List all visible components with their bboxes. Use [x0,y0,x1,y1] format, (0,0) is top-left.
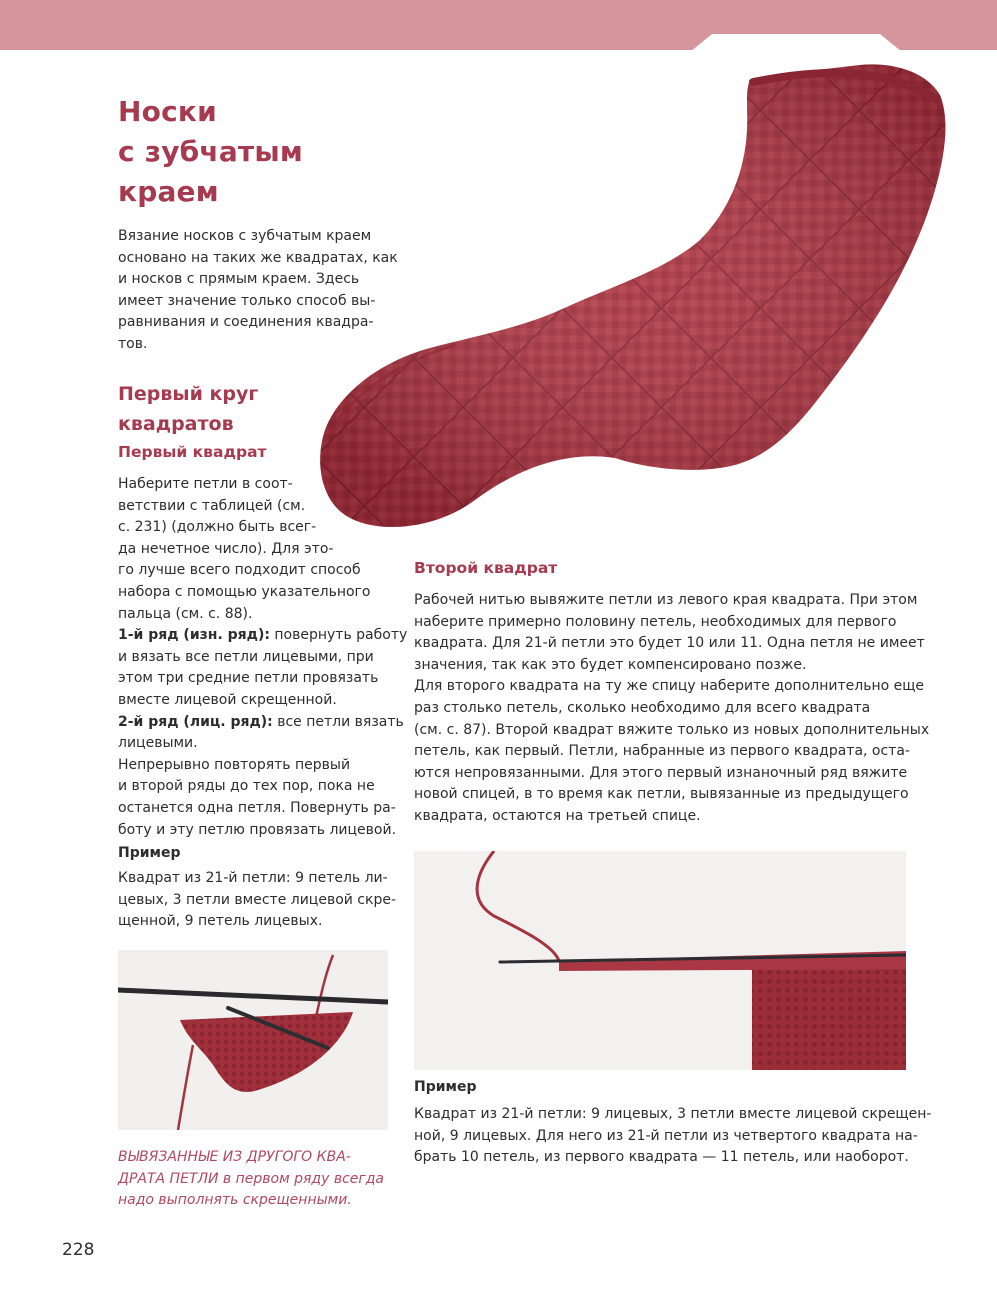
text-line: квадрата. Для 21-й петли это будет 10 или 11. Одна петля не имеет [414,635,925,652]
text-line: имеет значение только способ вы- [118,292,376,309]
example-label: Пример [118,845,181,861]
text-line: вместе лицевой скрещенной. [118,691,337,708]
text-line: этом три средние петли провязать [118,670,379,687]
text-line: цевых, 3 петли вместе лицевой скре- [118,891,397,908]
row1-line [118,625,407,647]
text-line: Вязание носков с зубчатым краем [118,228,372,244]
text-line: тов. [118,335,148,352]
text-line: квадрата, остаются на третьей спице. [414,807,701,824]
text-line: новой спицей, в то время как петли, вывязанные из предыдущего [414,786,909,803]
sock-photo [315,60,965,540]
text-line: щенной, 9 петель лицевых. [118,913,323,930]
caption-line: надо выполнять скрещенными. [118,1192,352,1208]
text-line: да нечетное число). Для это- [118,540,334,557]
row1-text: повернуть работу [269,627,408,644]
row2-text: все петли вязать [272,713,404,730]
title-line: с зубчатым [118,135,303,168]
text-line: Квадрат из 21-й петли: 9 лицевых, 3 петли вместе лицевой скрещен- [414,1106,932,1122]
text-line: петель, как первый. Петли, набранные из первого квадрата, оста- [414,743,910,760]
header-tab-shape [0,0,997,52]
text-line: Для второго квадрата на ту же спицу наберите дополнительно еще [414,678,925,695]
text-line: Рабочей нитью вывяжите петли из левого края квадрата. При этом [414,592,918,608]
text-line: ной, 9 лицевых. Для него из 21-й петли из четвертого квадрата на- [414,1127,918,1144]
text-line: го лучше всего подходит способ [118,562,361,579]
text-line: Непрерывно повторять первый [118,756,351,773]
page-number: 228 [62,1240,95,1260]
section2-subheading: Второй квадрат [414,559,558,577]
section1-subheading: Первый квадрат [118,443,267,461]
header-band [0,0,997,50]
section1-heading [118,379,258,439]
page-title [118,92,303,212]
caption-line: ВЫВЯЗАННЫЕ ИЗ ДРУГОГО КВА- [118,1149,351,1165]
heading-line: Первый круг [118,383,259,405]
text-line: наберите примерно половину петель, необходимых для первого [414,613,897,630]
text-line: Наберите петли в соот- [118,476,293,492]
caption-line: ДРАТА ПЕТЛИ в первом ряду всегда [118,1170,384,1187]
text-line: останется одна петля. Повернуть ра- [118,799,396,816]
text-line: и второй ряды до тех пор, пока не [118,778,375,795]
text-line: равнивания и соединения квадра- [118,314,374,331]
text-line: основано на таких же квадратах, как [118,249,398,266]
text-line: и носков с прямым краем. Здесь [118,271,360,288]
cast-on-paragraph [118,474,407,841]
title-line: Носки [118,95,217,128]
text-line: лицевыми. [118,735,198,752]
example-label: Пример [414,1079,477,1095]
example-paragraph [414,1104,931,1169]
text-line: набора с помощью указательного [118,583,371,600]
photo-caption [118,1147,384,1212]
text-line: боту и эту петлю провязать лицевой. [118,821,397,838]
text-line: ются непровязанными. Для этого первый изнаночный ряд вяжите [414,764,908,781]
text-line: (см. с. 87). Второй квадрат вяжите только из новых дополнительных [414,721,930,738]
text-line: и вязать все петли лицевыми, при [118,648,374,665]
row1-label: 1-й ряд (изн. ряд): [118,627,270,644]
text-line: пальца (см. с. 88). [118,605,253,622]
first-square-photo [118,950,388,1130]
second-square-photo [414,851,906,1070]
title-line: краем [118,175,219,208]
second-square-paragraph [414,590,929,828]
text-line: брать 10 петель, из первого квадрата — 11 петель, или наоборот. [414,1149,909,1166]
row2-label: 2-й ряд (лиц. ряд): [118,713,273,730]
text-line: раз столько петель, сколько необходимо для всего квадрата [414,699,871,716]
knitted-square [752,963,906,1070]
row2-line [118,712,407,734]
example-paragraph [118,868,396,933]
heading-line: квадратов [118,413,234,435]
text-line: с. 231) (должно быть всег- [118,519,317,536]
text-line: значения, так как это будет компенсировано позже. [414,656,807,673]
text-line: ветствии с таблицей (см. [118,497,306,514]
text-line: Квадрат из 21-й петли: 9 петель ли- [118,870,388,886]
